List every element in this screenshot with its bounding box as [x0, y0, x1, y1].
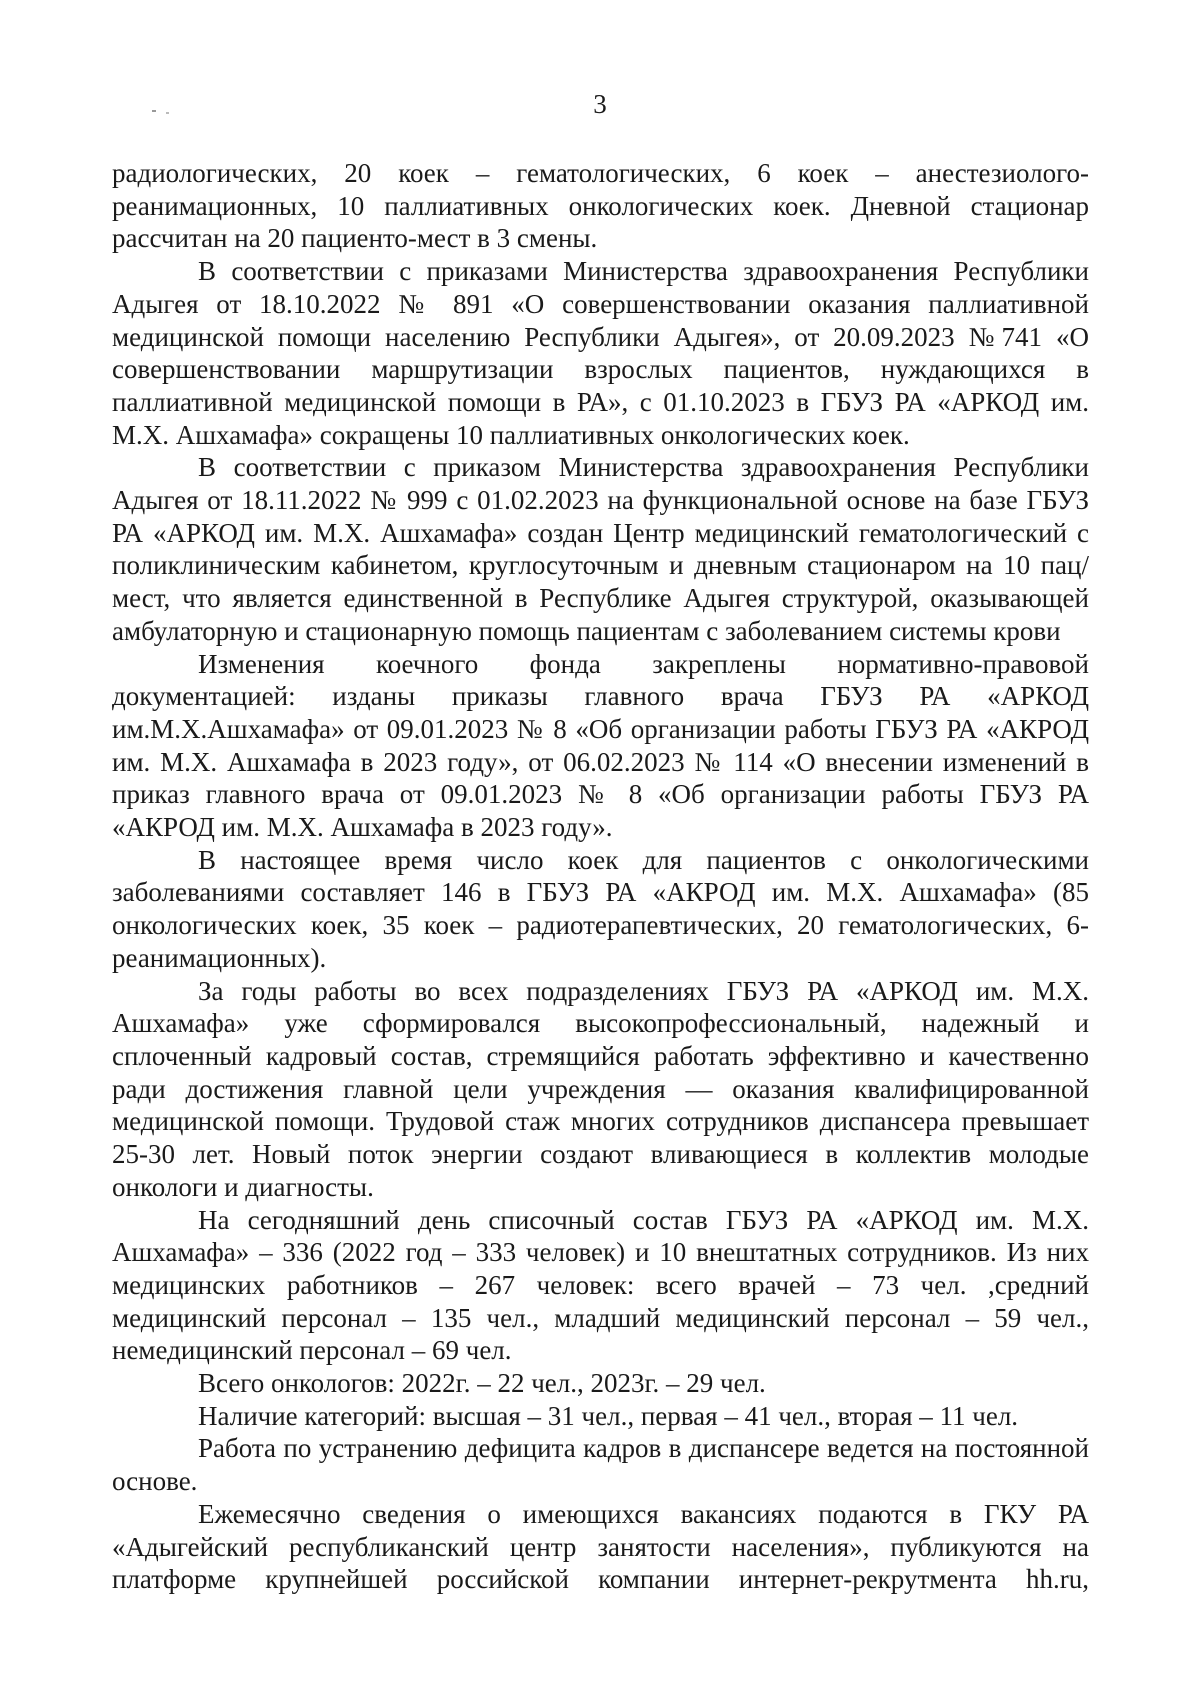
paragraph-bed-fund-changes: Изменения коечного фонда закреплены нормативно-правовой документацией: изданы приказы главного врача ГБУЗ РА «АРКОД им.М.Х.Ашхамафа» от 09.01.2023 № 8 «Об организации работы ГБУЗ РА «АКРОД им. М.Х. Ашхамафа в 2023 году», от 06.02.2023 № 114 «О внесении изменений в приказ главного врача от 09.01.2023 № 8 «Об организации работы ГБУЗ РА «АКРОД им. М.Х. Ашхамафа в 2023 году». [112, 648, 1089, 843]
paragraph-staff-deficit: Работа по устранению дефицита кадров в диспансере ведется на постоянной основе. [112, 1433, 1089, 1497]
paragraph-continuation: радиологических, 20 коек – гематологических, 6 коек – анестезиолого-реанимационных, 10 паллиативных онкологических коек. Дневной стационар рассчитан на 20 пациенто-мест в 3 смены. [112, 158, 1089, 254]
scan-speck [152, 110, 156, 112]
paragraph-palliative-orders: В соответствии с приказами Министерства здравоохранения Республики Адыгея от 18.10.2022 № 891 «О совершенствовании оказания паллиативной медицинской помощи населению Республики Адыгея», от 20.09.2023 №741 «О совершенствовании маршрутизации взрослых пациентов, нуждающихся в паллиативной медицинской помощи в РА», с 01.10.2023 в ГБУЗ РА «АРКОД им. М.Х. Ашхамафа» сокращены 10 паллиативных онкологических коек. [112, 256, 1089, 450]
body-text [112, 157, 1089, 1596]
paragraph-categories: Наличие категорий: высшая – 31 чел., первая – 41 чел., вторая – 11 чел. [198, 1400, 1019, 1431]
page-number: 3 [593, 89, 607, 119]
paragraph-current-beds: В настоящее время число коек для пациентов с онкологическими заболеваниями составляет 146 в ГБУЗ РА «АКРОД им. М.Х. Ашхамафа» (85 онкологических коек, 35 коек – радиотерапевтических, 20 гематологических, 6-реанимационных). [112, 844, 1089, 973]
paragraph-staff-description: За годы работы во всех подразделениях ГБУЗ РА «АРКОД им. М.Х. Ашхамафа» уже сформировался высокопрофессиональный, надежный и сплоченный кадровый состав, стремящийся работать эффективно и качественно ради достижения главной цели учреждения — оказания квалифицированной медицинской помощи. Трудовой стаж многих сотрудников диспансера превышает 25-30 лет. Новый поток энергии создают вливающиеся в коллектив молодые онкологи и диагносты. [112, 975, 1089, 1202]
scan-speck [166, 112, 169, 114]
paragraph-oncologists-total: Всего онкологов: 2022г. – 22 чел., 2023г. – 29 чел. [198, 1368, 766, 1399]
paragraph-vacancies: Ежемесячно сведения о имеющихся вакансиях подаются в ГКУ РА «Адыгейский республиканский центр занятости населения», публикуются на платформе крупнейшей российской компании интернет-рекрутмента hh.ru, [112, 1498, 1089, 1595]
paragraph-hematology-center: В соответствии с приказом Министерства здравоохранения Республики Адыгея от 18.11.2022 № 999 с 01.02.2023 на функциональной основе на базе ГБУЗ РА «АРКОД им. М.Х. Ашхамафа» создан Центр медицинский гематологический с поликлиническим кабинетом, круглосуточным и дневным стационаром на 10 пац/мест, что является единственной в Республике Адыгея структурой, оказывающей амбулаторную и стационарную помощь пациентам с заболеванием системы крови [112, 452, 1089, 646]
paragraph-staff-numbers: На сегодняшний день списочный состав ГБУЗ РА «АРКОД им. М.Х. Ашхамафа» – 336 (2022 год – 333 человек) и 10 внештатных сотрудников. Из них медицинских работников – 267 человек: всего врачей – 73 чел. ,средний медицинский персонал – 135 чел., младший медицинский персонал – 59 чел., немедицинский персонал – 69 чел. [112, 1204, 1089, 1366]
